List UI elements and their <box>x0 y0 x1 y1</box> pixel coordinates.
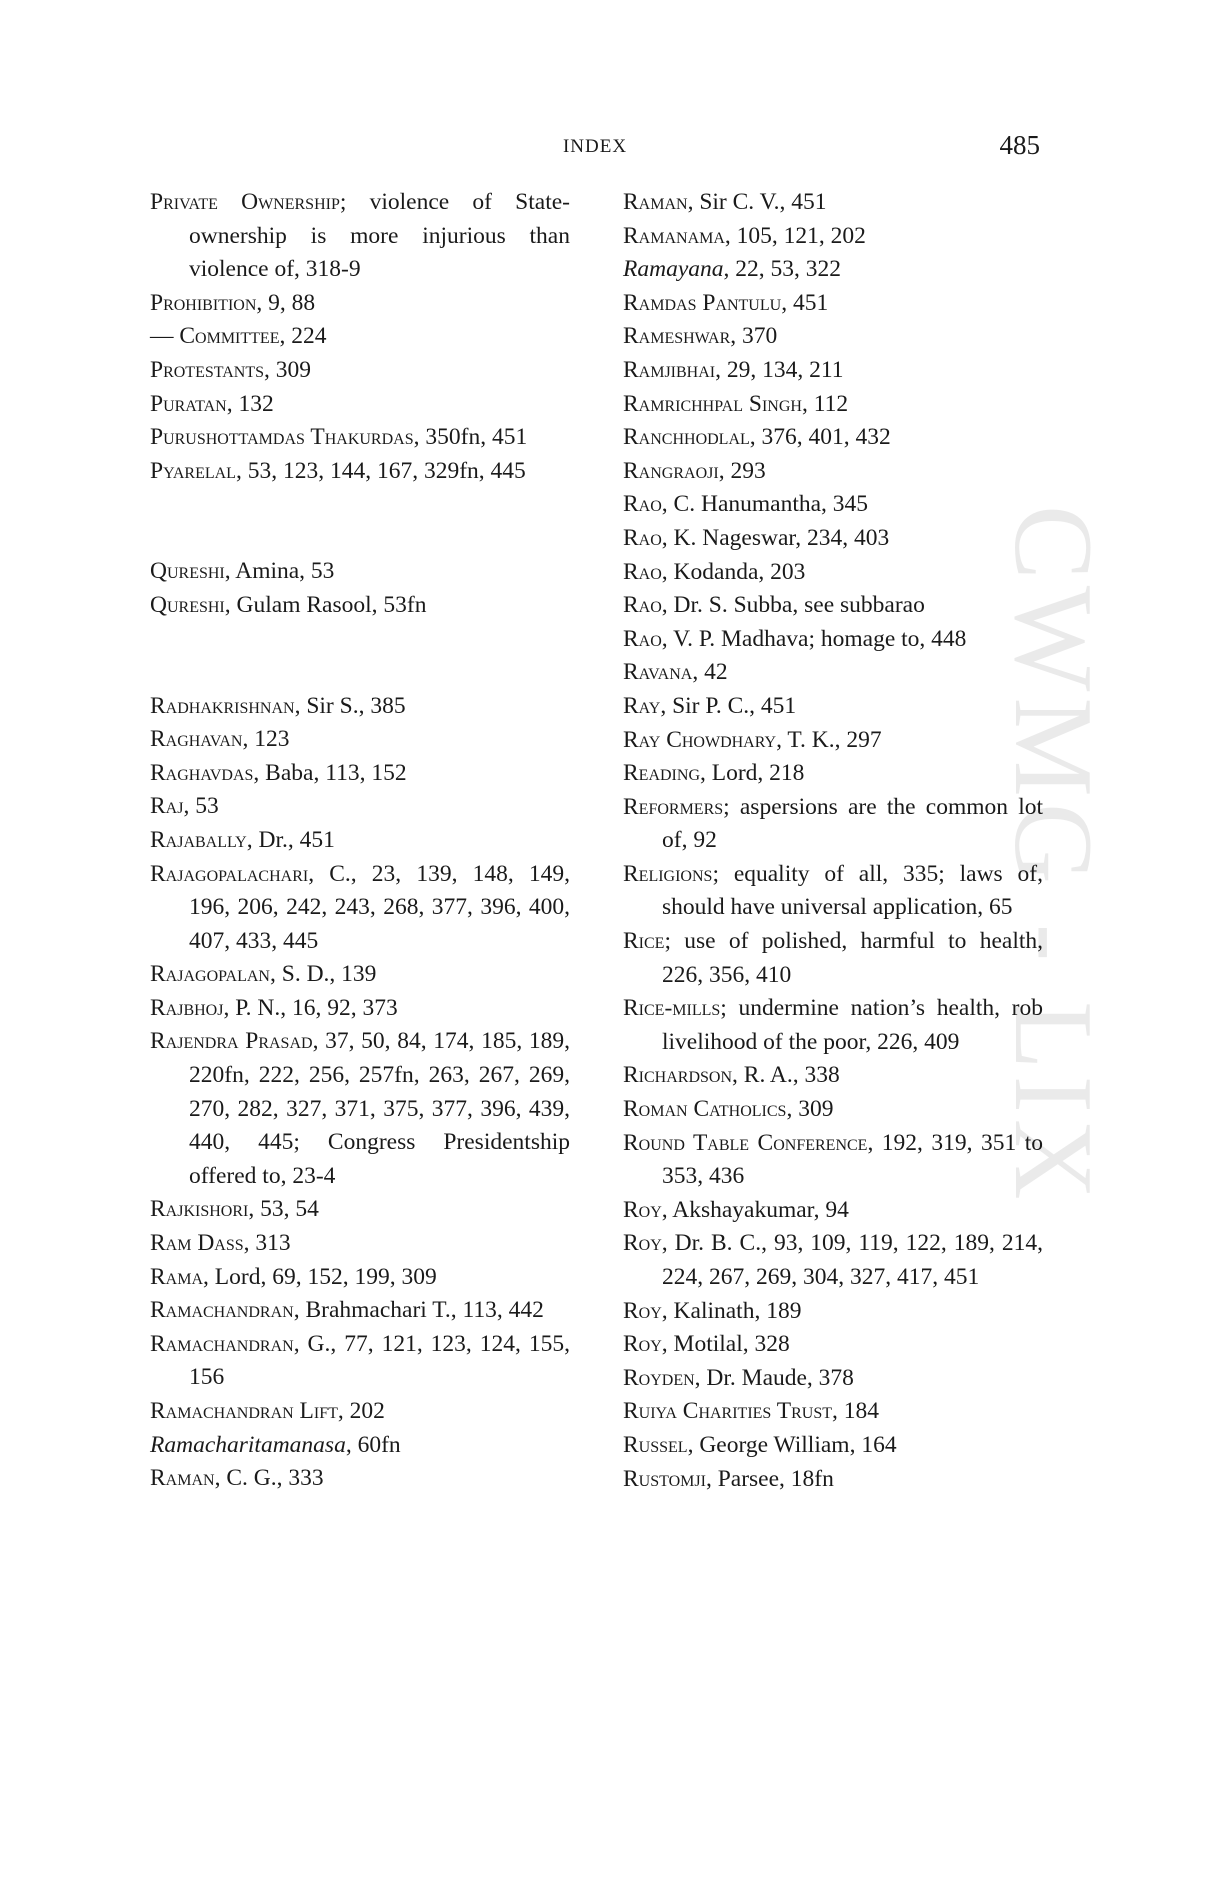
index-entry <box>623 589 1043 623</box>
entry-head: Ramayana <box>623 256 724 283</box>
index-entry <box>150 1227 570 1261</box>
entry-detail: , Dr. B. C., 93, 109, 119, 122, 189, 214, 224, 267, 269, 304, 327, 417, 451 <box>661 1230 1043 1290</box>
index-entry <box>623 791 1043 858</box>
entry-head: Reformers <box>623 793 724 820</box>
index-entry <box>623 1059 1043 1093</box>
index-entry <box>623 253 1043 287</box>
entry-detail: , S. D., 139 <box>270 961 377 988</box>
entry-detail: , 53 <box>183 793 219 820</box>
entry-head: Ramrichhpal Singh <box>623 390 802 417</box>
entry-head: Rao <box>623 558 662 585</box>
entry-head: Roman Catholics <box>623 1096 787 1123</box>
page-header <box>150 130 1040 170</box>
entry-head: Ruiya Charities Trust <box>623 1398 833 1425</box>
index-entry <box>623 186 1043 220</box>
entry-head: Ray <box>623 692 661 719</box>
entry-head: Qureshi <box>150 591 225 618</box>
index-entry <box>623 1127 1043 1194</box>
index-entry <box>623 656 1043 690</box>
entry-detail: , 313 <box>243 1230 291 1257</box>
index-entry <box>623 287 1043 321</box>
entry-head: Rajabally <box>150 826 247 853</box>
entry-head: Raman <box>150 1465 215 1492</box>
index-entry <box>150 723 570 757</box>
entry-detail: , Akshayakumar, 94 <box>661 1196 849 1223</box>
index-entry <box>150 790 570 824</box>
entry-detail: , 105, 121, 202 <box>724 222 866 249</box>
index-entry <box>623 1227 1043 1294</box>
index-entry <box>150 287 570 321</box>
index-entry <box>623 320 1043 354</box>
entry-detail: , Kodanda, 203 <box>661 558 806 585</box>
index-entry <box>623 556 1043 590</box>
entry-detail: , 22, 53, 322 <box>723 256 842 283</box>
index-entry <box>623 1194 1043 1228</box>
entry-head: Raj <box>150 793 184 820</box>
entry-detail: , Kalinath, 189 <box>661 1297 802 1324</box>
entry-detail: , 53, 123, 144, 167, 329fn, 445 <box>235 457 526 484</box>
index-entry <box>623 421 1043 455</box>
entry-head: Rangraoji <box>623 457 719 484</box>
entry-head: Rao <box>623 524 662 551</box>
entry-detail: , 184 <box>832 1398 880 1425</box>
index-entry <box>623 455 1043 489</box>
index-column-right <box>623 186 1043 1496</box>
entry-detail: ; violence of State-ownership is more injurious than violence of, 318-9 <box>189 189 570 283</box>
index-entry <box>150 1462 570 1496</box>
index-entry <box>623 354 1043 388</box>
entry-head: Rama <box>150 1263 204 1290</box>
index-entry <box>623 1362 1043 1396</box>
index-entry <box>150 320 570 354</box>
entry-head: Prohibition <box>150 289 257 316</box>
entry-detail: , C., 23, 139, 148, 149, 196, 206, 242, 243, 268, 377, 396, 400, 407, 433, 445 <box>189 860 570 954</box>
entry-detail: , Amina, 53 <box>224 558 335 585</box>
entry-detail: , 112 <box>801 390 849 417</box>
entry-head: Ramacharitamanasa <box>150 1431 346 1458</box>
entry-head: Rajkishori <box>150 1196 249 1223</box>
index-entry <box>150 1328 570 1395</box>
entry-head: Richardson <box>623 1062 733 1089</box>
entry-detail: , C. G., 333 <box>214 1465 324 1492</box>
index-entry <box>150 421 570 455</box>
entry-head: Ram Dass <box>150 1230 244 1257</box>
entry-head: Rajagopalan <box>150 961 270 988</box>
entry-detail: , 309 <box>786 1096 834 1123</box>
entry-detail: , T. K., 297 <box>776 726 882 753</box>
entry-head: Reading <box>623 760 700 787</box>
index-entry <box>150 690 570 724</box>
index-column-left <box>150 186 570 1496</box>
entry-detail: ; equality of all, 335; laws of, should have universal application, 65 <box>662 860 1043 921</box>
entry-head: Ramachandran <box>150 1297 294 1324</box>
entry-detail: , 132 <box>226 390 274 417</box>
index-entry <box>150 589 570 623</box>
entry-detail: , 376, 401, 432 <box>749 424 891 451</box>
entry-head: Rajbhoj <box>150 994 224 1021</box>
entry-detail: , Lord, 69, 152, 199, 309 <box>203 1263 437 1290</box>
entry-detail: , Sir C. V., 451 <box>687 189 827 215</box>
index-entry <box>150 555 570 589</box>
index-entry <box>150 388 570 422</box>
entry-detail: , G., 77, 121, 123, 124, 155, 156 <box>189 1330 570 1391</box>
entry-head: Rao <box>623 625 662 652</box>
index-entry <box>150 858 570 959</box>
entry-head: Qureshi <box>150 558 225 585</box>
page-number: 485 <box>999 130 1040 160</box>
entry-head: Puratan <box>150 390 227 417</box>
entry-detail: , 350fn, 451 <box>413 424 528 451</box>
entry-detail: , 451 <box>781 289 829 316</box>
entry-head: Ray Chowdhary <box>623 726 777 753</box>
index-entry <box>623 1463 1043 1497</box>
index-entry <box>623 925 1043 992</box>
entry-head: Ramachandran Lift <box>150 1398 338 1424</box>
index-entry <box>150 992 570 1026</box>
entry-detail: , Sir P. C., 451 <box>660 692 797 719</box>
entry-detail: , 42 <box>692 659 728 686</box>
entry-head: Russel <box>623 1431 688 1458</box>
entry-detail: , George William, 164 <box>687 1431 897 1458</box>
index-entry <box>623 724 1043 758</box>
entry-detail: , 9, 88 <box>256 289 316 316</box>
entry-detail: , K. Nageswar, 234, 403 <box>661 524 890 551</box>
index-entry <box>623 388 1043 422</box>
index-entry <box>623 522 1043 556</box>
entry-detail: , 370 <box>730 323 778 350</box>
index-entry <box>150 1261 570 1295</box>
entry-head: Raman <box>623 189 688 215</box>
running-head: INDEX <box>562 136 628 157</box>
entry-detail: , 202 <box>337 1398 385 1424</box>
index-entry <box>623 757 1043 791</box>
entry-detail: , V. P. Madhava; homage to, 448 <box>661 625 967 652</box>
entry-head: Ramanama <box>623 222 725 249</box>
entry-detail: , Brahmachari T., 113, 442 <box>293 1297 544 1324</box>
entry-detail: , Gulam Rasool, 53fn <box>224 591 427 618</box>
entry-head: Pyarelal <box>150 457 236 484</box>
index-entry <box>150 186 570 287</box>
entry-head: Raghavdas <box>150 759 254 786</box>
index-entry <box>623 1328 1043 1362</box>
entry-head: Ramdas Pantulu <box>623 289 782 316</box>
entry-head: Royden <box>623 1364 695 1391</box>
index-entry <box>623 1395 1043 1429</box>
entry-detail: , 293 <box>718 457 766 484</box>
entry-detail: ; use of polished, harmful to health, 226, 356, 410 <box>662 928 1043 988</box>
index-entry <box>623 858 1043 925</box>
entry-head: Private Ownership <box>150 189 340 215</box>
index-entry <box>150 455 570 489</box>
index-entry <box>150 1193 570 1227</box>
entry-detail: , 60fn <box>345 1431 401 1458</box>
entry-detail: , C. Hanumantha, 345 <box>661 491 869 518</box>
entry-detail: , Motilal, 328 <box>661 1331 790 1358</box>
entry-detail: , 309 <box>264 356 312 383</box>
watermark-text: CWMG - LIX <box>991 505 1115 1206</box>
entry-head: Raghavan <box>150 726 243 753</box>
entry-head: Ravana <box>623 659 693 686</box>
entry-head: Rameshwar <box>623 323 731 350</box>
entry-detail: , R. A., 338 <box>732 1062 840 1089</box>
entry-head: Roy <box>623 1331 662 1358</box>
index-entry <box>150 1025 570 1193</box>
entry-head: Rajagopalachari <box>150 860 309 887</box>
entry-head: Ramjibhai <box>623 356 716 383</box>
entry-detail: , 123 <box>242 726 290 753</box>
entry-detail: , 192, 319, 351 to 353, 436 <box>662 1129 1044 1190</box>
entry-detail: , 224 <box>279 323 327 350</box>
entry-head: Purushottamdas Thakurdas <box>150 424 414 451</box>
index-entry <box>623 1295 1043 1329</box>
entry-head: Roy <box>623 1196 662 1223</box>
index-entry <box>623 690 1043 724</box>
entry-detail: , Dr. S. Subba, see subbarao <box>661 592 925 619</box>
index-entry <box>623 220 1043 254</box>
entry-head: Radhakrishnan <box>150 692 295 719</box>
entry-head: Rajendra Prasad <box>150 1028 313 1055</box>
entry-detail: , 37, 50, 84, 174, 185, 189, 220fn, 222, 256, 257fn, 263, 267, 269, 270, 282, 327, 371, 375, 377, 396, 439, 440, 445; Congress Presidentship offered to, 23-4 <box>189 1028 571 1189</box>
entry-detail: , Lord, 218 <box>700 760 805 787</box>
entry-head: Protestants <box>150 356 265 383</box>
index-entry <box>150 1294 570 1328</box>
index-entry <box>623 1429 1043 1463</box>
index-entry <box>150 958 570 992</box>
index-entry <box>623 992 1043 1059</box>
index-entry <box>150 824 570 858</box>
entry-detail: , Dr. Maude, 378 <box>694 1364 854 1391</box>
entry-head: Religions <box>623 860 713 887</box>
index-entry <box>150 1429 570 1463</box>
entry-head: Roy <box>623 1230 662 1257</box>
entry-head: Round Table Conference <box>623 1129 868 1156</box>
entry-head: — Committee <box>150 323 280 350</box>
entry-head: Rao <box>623 491 662 518</box>
entry-head: Ramachandran <box>150 1330 294 1357</box>
index-entry <box>150 354 570 388</box>
entry-detail: , P. N., 16, 92, 373 <box>223 994 398 1021</box>
entry-head: Rao <box>623 592 662 619</box>
index-entry <box>150 1395 570 1429</box>
entry-detail: ; undermine nation’s health, rob livelihood of the poor, 226, 409 <box>662 995 1043 1055</box>
index-entry <box>623 1093 1043 1127</box>
index-entry <box>623 623 1043 657</box>
entry-detail: , Parsee, 18fn <box>705 1465 834 1492</box>
entry-detail: ; aspersions are the common lot of, 92 <box>662 793 1043 854</box>
entry-detail: , 29, 134, 211 <box>715 356 844 383</box>
entry-head: Ranchhodlal <box>623 424 750 451</box>
entry-head: Rice <box>623 928 665 955</box>
index-entry <box>150 757 570 791</box>
entry-detail: , Baba, 113, 152 <box>253 759 407 786</box>
entry-detail: , Sir S., 385 <box>294 692 406 719</box>
entry-detail: , 53, 54 <box>248 1196 319 1223</box>
entry-head: Rice-mills <box>623 995 721 1022</box>
entry-head: Roy <box>623 1297 662 1324</box>
index-entry <box>623 488 1043 522</box>
entry-detail: , Dr., 451 <box>246 826 335 853</box>
entry-head: Rustomji <box>623 1465 706 1492</box>
